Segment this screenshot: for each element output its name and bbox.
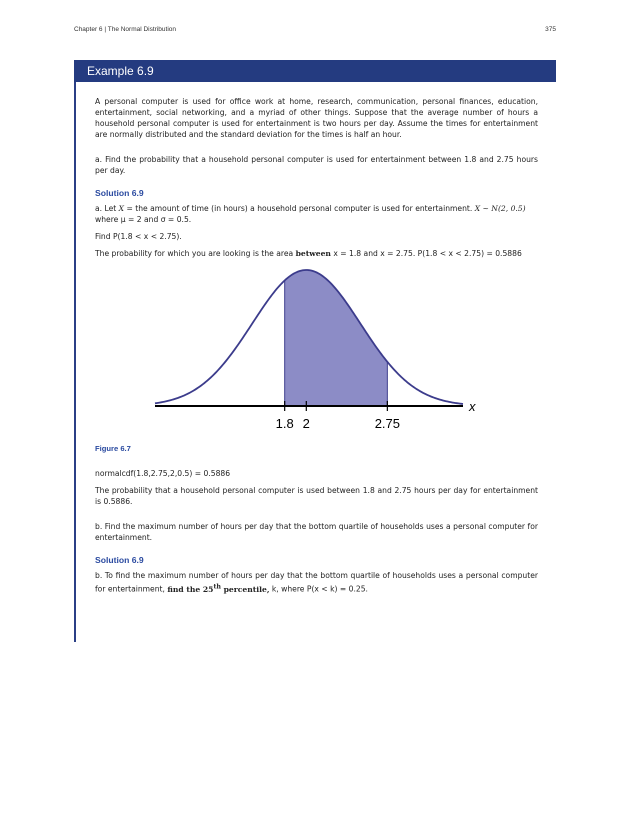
part-b-question: b. Find the maximum number of hours per day that the bottom quartile of households uses a personal computer for entertainment. <box>95 522 538 542</box>
solution-b-end: k, where P(x < k) = 0.25. <box>269 584 368 594</box>
solution-b-text <box>95 570 538 595</box>
percentile-superscript: th <box>213 583 221 590</box>
percentile-bold-start: find the 25 <box>167 584 214 594</box>
page-number: 375 <box>545 26 556 33</box>
area-text-start: The probability for which you are looking is the area <box>95 249 296 258</box>
x-axis-label: x <box>469 399 476 414</box>
problem-statement: A personal computer is used for office work at home, research, communication, personal finances, education, entertainment, social networking, and a myriad of other things. Suppose that the average number of hours a household personal computer is used for entertainment is two hours per day. Assume the times for entertainment are normally distributed and the standard deviation for the times is half an hour. <box>95 97 538 139</box>
percentile-bold-end: percentile, <box>220 584 270 594</box>
tick-label-1: 2 <box>302 416 310 431</box>
solution-heading: Solution 6.9 <box>95 188 144 198</box>
percentile-emphasis <box>167 585 269 594</box>
solution-a-definition <box>95 203 538 225</box>
example-title-bar <box>74 60 556 82</box>
running-header <box>74 26 556 38</box>
parameters-line: where μ = 2 and σ = 0.5. <box>95 215 192 224</box>
solution-a-description: = the amount of time (in hours) a household personal computer is used for entertainment. <box>124 204 475 213</box>
probability-area-line <box>95 248 538 259</box>
example-content <box>95 96 538 601</box>
tick-label-2: 2.75 <box>374 416 401 431</box>
find-probability-line: Find P(1.8 < x < 2.75). <box>95 232 182 241</box>
probability-result: The probability that a household personal computer is used between 1.8 and 2.75 hours per day for entertainment is 0.5886. <box>95 486 538 506</box>
normal-curve-chart <box>95 265 538 437</box>
tick-label-0: 1.8 <box>275 416 294 431</box>
normalcdf-calculation: normalcdf(1.8,2.75,2,0.5) = 0.5886 <box>95 469 231 478</box>
example-title: Example 6.9 <box>87 64 154 78</box>
area-text-end: x = 1.8 and x = 2.75. P(1.8 < x < 2.75) = 0.5886 <box>330 249 522 258</box>
part-a-question: a. Find the probability that a household personal computer is used for entertainment between 1.8 and 2.75 hours per day. <box>95 155 538 175</box>
example-left-rule <box>74 82 76 642</box>
random-variable: X <box>118 204 125 213</box>
figure-label: Figure 6.7 <box>95 444 131 453</box>
distribution-notation: X ~ N(2, 0.5) <box>474 204 526 213</box>
solution-b-start: b. To find the maximum number of hours per day that the bottom quartile of households uses a personal computer for entertainment, <box>95 571 538 594</box>
solution-b-heading: Solution 6.9 <box>95 555 144 565</box>
chapter-title: Chapter 6 | The Normal Distribution <box>74 26 177 33</box>
solution-a-prefix: a. Let <box>95 204 119 213</box>
normal-curve-figure <box>95 265 538 437</box>
between-emphasis: between <box>295 249 331 258</box>
